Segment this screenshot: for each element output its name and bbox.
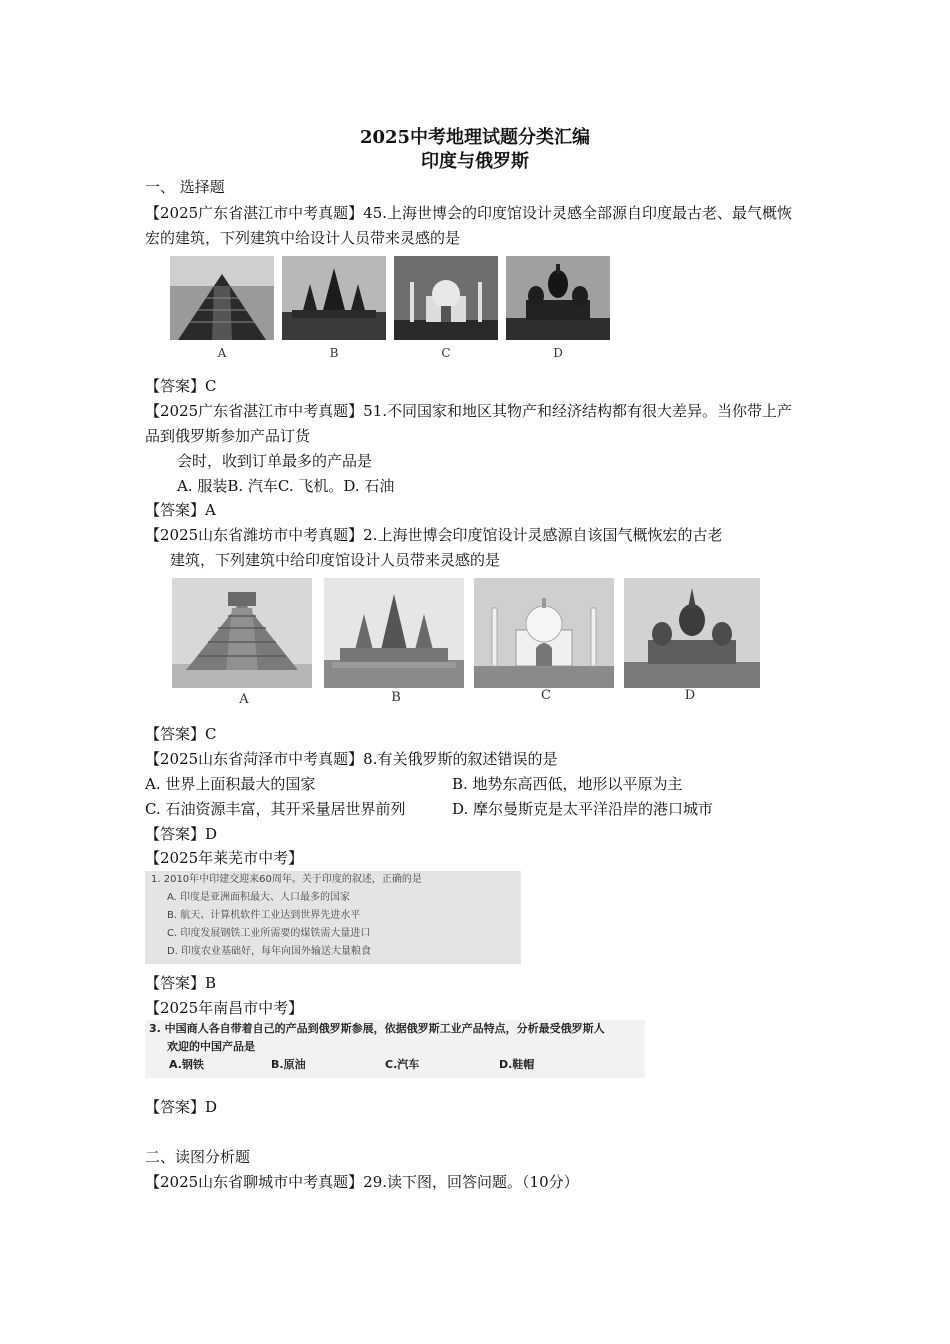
question-2-options: A. 服装B. 汽车C. 飞机。D. 石油 [177,477,395,495]
question-5-answer: 【答案】B [145,974,217,992]
taj-mahal-image [474,578,614,688]
question-1-answer: 【答案】C [145,377,217,395]
question-3-line-1: 【2025山东省潍坊市中考真题】2.上海世博会印度馆设计灵感源自该国气概恢宏的古老 [145,526,723,544]
angkor-temple-image [282,256,386,340]
question-6-answer: 【答案】D [145,1098,218,1116]
image-caption: C [541,688,551,703]
question-5-heading: 【2025年莱芜市中考】 [145,849,304,867]
taj-mahal-image [394,256,498,340]
pyramid-image [172,578,312,688]
st-basils-cathedral-image [506,256,610,340]
question-1-line-1: 【2025广东省湛江市中考真题】45.上海世博会的印度馆设计灵感全部源自印度最古老、最气概恢 [145,204,793,222]
question-5-scan [145,871,521,964]
question-4-option-c: C. 石油资源丰富，其开采量居世界前列 [145,800,406,818]
question-4-option-b: B. 地势东高西低，地形以平原为主 [452,775,683,793]
scan-question-text: 欢迎的中国产品是 [167,1040,255,1053]
image-caption: A [217,346,227,360]
image-caption: B [329,346,339,360]
scan-option: B.原油 [271,1058,306,1071]
image-caption: C [441,346,451,360]
question-4-line-1: 【2025山东省菏泽市中考真题】8.有关俄罗斯的叙述错误的是 [145,750,558,768]
st-basils-cathedral-image [624,578,760,688]
scan-option: D.鞋帽 [499,1058,535,1071]
angkor-temple-image [324,578,464,688]
scan-question-text: 1. 2010年中印建交迎来60周年。关于印度的叙述，正确的是 [151,874,422,885]
image-caption: A [239,692,249,707]
scan-option: D. 印度农业基础好，每年向国外输送大量粮食 [167,946,372,957]
scan-option: C.汽车 [385,1058,420,1071]
question-4-option-a: A. 世界上面积最大的国家 [145,775,316,793]
document-subtitle: 印度与俄罗斯 [421,151,529,172]
question-4-answer: 【答案】D [145,825,218,843]
question-2-line-2: 品到俄罗斯参加产品订货 [145,427,311,445]
question-3-answer: 【答案】C [145,725,217,743]
scan-question-text: 3. 中国商人各自带着自己的产品到俄罗斯参展，依据俄罗斯工业产品特点，分析最受俄罗斯人 [149,1022,605,1035]
question-2-line-3: 会时，收到订单最多的产品是 [177,452,373,470]
question-2-answer: 【答案】A [145,501,216,519]
pyramid-image [170,256,274,340]
scan-option: B. 航天、计算机软件工业达到世界先进水平 [167,910,361,921]
question-6-scan [145,1020,645,1078]
image-caption: D [553,346,563,360]
scan-option: C. 印度发展钢铁工业所需要的煤铁需大量进口 [167,928,371,939]
question-6-heading: 【2025年南昌市中考】 [145,999,304,1017]
image-caption: D [684,688,696,703]
document-title: 2025中考地理试题分类汇编 [359,127,591,148]
image-caption: B [391,690,401,705]
question-1-line-2: 宏的建筑，下列建筑中给设计人员带来灵感的是 [145,229,461,247]
scan-option: A. 印度是亚洲面积最大、人口最多的国家 [167,892,351,903]
question-3-line-2: 建筑，下列建筑中给印度馆设计人员带来灵感的是 [170,551,501,569]
question-7-line-1: 【2025山东省聊城市中考真题】29.读下图，回答问题。（10分） [145,1173,579,1191]
question-2-line-1: 【2025广东省湛江市中考真题】51.不同国家和地区其物产和经济结构都有很大差异。当你带上产 [145,402,793,420]
section-heading-choice: 一、 选择题 [145,178,225,196]
question-4-option-d: D. 摩尔曼斯克是太平洋沿岸的港口城市 [452,800,714,818]
section-heading-analysis: 二、读图分析题 [145,1148,251,1166]
scan-option: A.钢铁 [169,1058,204,1071]
